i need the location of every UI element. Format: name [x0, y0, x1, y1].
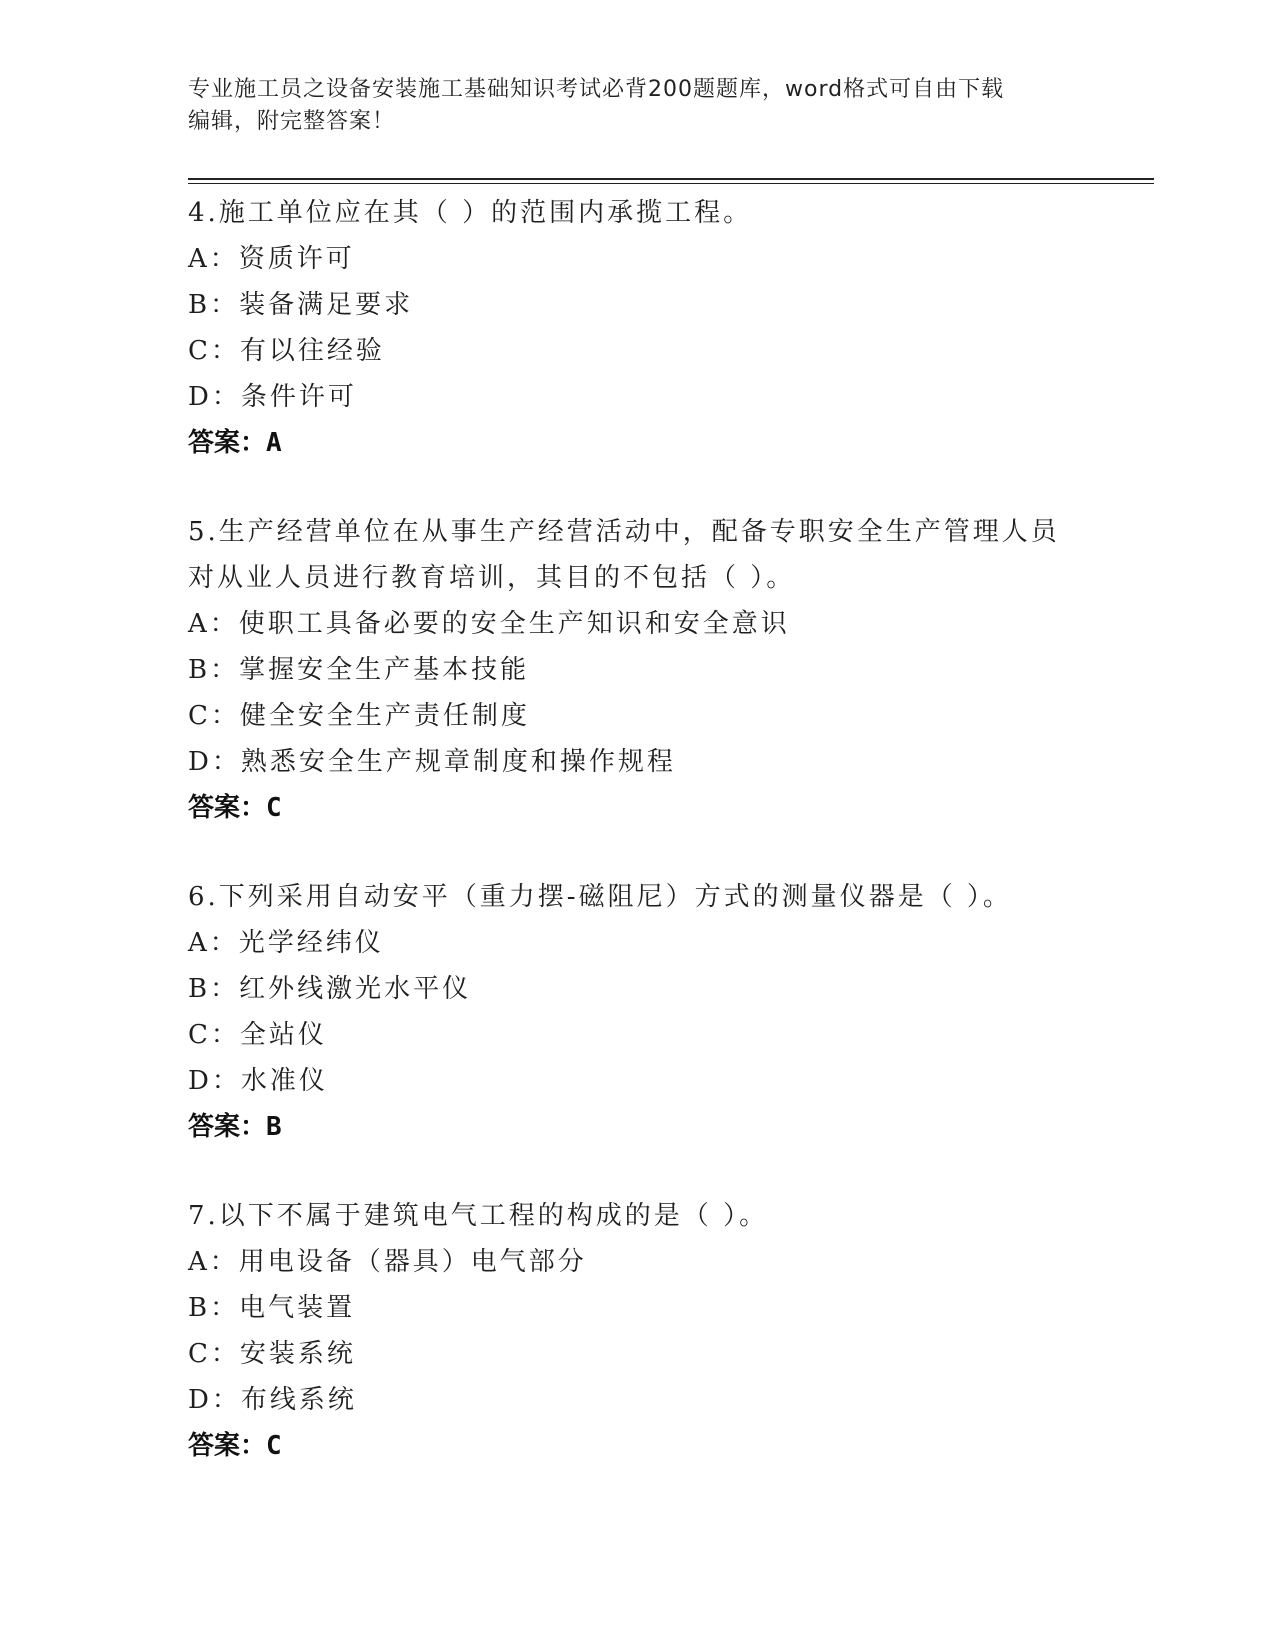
header-divider-thick	[188, 178, 1154, 180]
option-d: D：熟悉安全生产规章制度和操作规程	[188, 747, 676, 777]
question-stem-line: 6.下列采用自动安平（重力摆-磁阻尼）方式的测量仪器是（ ）。	[188, 882, 1012, 912]
option-d: D：布线系统	[188, 1385, 357, 1415]
option-b: B：红外线激光水平仪	[188, 974, 472, 1004]
answer-line	[188, 1104, 1088, 1150]
option-d: D：水准仪	[188, 1066, 328, 1096]
answer-value: A	[266, 428, 282, 458]
answer-line	[188, 1423, 1088, 1469]
question-6	[188, 874, 1088, 1150]
answer-line	[188, 420, 1088, 466]
option-a: A：光学经纬仪	[188, 928, 384, 958]
question-stem	[188, 190, 1088, 236]
option-c: C：健全安全生产责任制度	[188, 701, 530, 731]
header-line-1: 专业施工员之设备安装施工基础知识考试必背200题题库，word格式可自由下载	[188, 77, 1005, 102]
document-header	[188, 74, 1088, 138]
question-stem-line: 5.生产经营单位在从事生产经营活动中，配备专职安全生产管理人员	[188, 517, 1060, 547]
header-divider-thin	[188, 183, 1154, 184]
option-a: A：资质许可	[188, 244, 355, 274]
answer-value: B	[266, 1112, 282, 1142]
option-c: C：有以往经验	[188, 336, 385, 366]
question-stem	[188, 509, 1088, 601]
question-stem	[188, 1193, 1088, 1239]
answer-label: 答案：	[188, 1431, 267, 1461]
answer-label: 答案：	[188, 1112, 267, 1142]
question-7	[188, 1193, 1088, 1469]
question-stem-line: 对从业人员进行教育培训，其目的不包括（ ）。	[188, 563, 796, 593]
answer-label: 答案：	[188, 793, 267, 823]
option-c: C：全站仪	[188, 1020, 327, 1050]
question-stem-line: 7.以下不属于建筑电气工程的构成的是（ ）。	[188, 1201, 769, 1231]
answer-value: C	[266, 1431, 282, 1461]
option-b: B：电气装置	[188, 1293, 356, 1323]
option-b: B：掌握安全生产基本技能	[188, 655, 530, 685]
question-stem-line: 4.施工单位应在其（ ）的范围内承揽工程。	[188, 198, 753, 228]
option-b: B：装备满足要求	[188, 290, 414, 320]
answer-line	[188, 785, 1088, 831]
option-d: D：条件许可	[188, 382, 357, 412]
option-a: A：使职工具备必要的安全生产知识和安全意识	[188, 609, 790, 639]
answer-label: 答案：	[188, 428, 267, 458]
question-stem	[188, 874, 1088, 920]
question-list	[188, 190, 1088, 1512]
question-5	[188, 509, 1088, 831]
question-4	[188, 190, 1088, 466]
option-a: A：用电设备（器具）电气部分	[188, 1247, 587, 1277]
answer-value: C	[266, 793, 282, 823]
header-line-2: 编辑，附完整答案！	[188, 109, 396, 134]
option-c: C：安装系统	[188, 1339, 356, 1369]
